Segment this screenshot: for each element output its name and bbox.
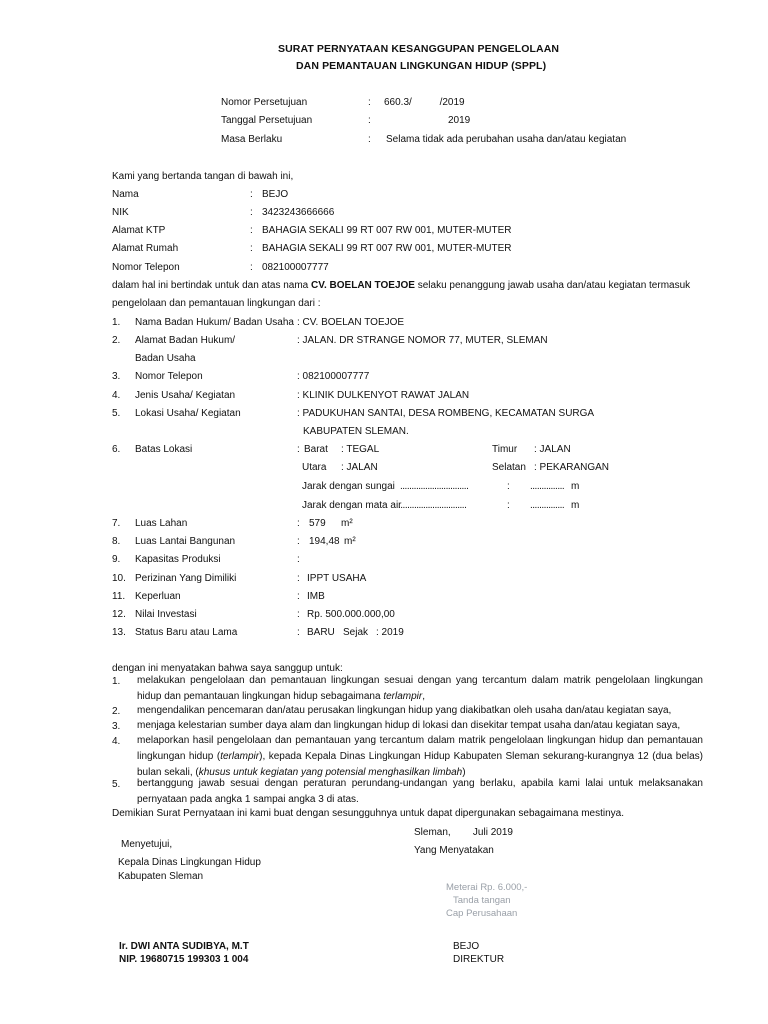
place-date: Sleman, Juli 2019 [414, 827, 513, 838]
cap-perusahaan-note: Cap Perusahaan [446, 908, 518, 919]
signer-name: BEJO [453, 941, 480, 952]
commit-3-num: 3. [112, 721, 121, 732]
official-name: Ir. DWI ANTA SUDIBYA, M.T [119, 941, 249, 952]
item-9-label: Kapasitas Produksi [135, 554, 221, 565]
commit-4-text [137, 733, 703, 781]
commit-4-italic-1: terlampir [220, 751, 260, 762]
item-10-colon: : [297, 573, 300, 584]
item-11-label: Keperluan [135, 591, 181, 602]
commit-1-text [137, 673, 703, 705]
title-line-2: DAN PEMANTAUAN LINGKUNGAN HIDUP (SPPL) [296, 60, 547, 72]
item-5-label: Lokasi Usaha/ Kegiatan [135, 408, 241, 419]
commit-2-text: mengendalikan pencemaran dan/atau perusakan lingkungan hidup yang diakibatkan oleh usaha dan/atau kegiatan saya, [137, 705, 672, 716]
item-1-value: : CV. BOELAN TOEJOE [297, 317, 405, 328]
item-13-sejak-value: : 2019 [376, 627, 404, 638]
statement-part-1: dalam hal ini bertindak untuk dan atas nama [112, 280, 309, 291]
item-3-label: Nomor Telepon [135, 371, 203, 382]
nomor-colon: : [368, 97, 371, 108]
statement-part-2: selaku penanggung jawab usaha dan/atau kegiatan termasuk [417, 280, 691, 291]
commit-1-italic: terlampir [383, 691, 423, 702]
telp-colon: : [250, 262, 253, 273]
ktp-value: BAHAGIA SEKALI 99 RT 007 RW 001, MUTER-MUTER [262, 225, 512, 236]
sungai-colon: : [507, 481, 510, 492]
telp-label: Nomor Telepon [112, 262, 180, 273]
mataair-unit: m [571, 500, 580, 511]
title-line-1: SURAT PERNYATAAN KESANGGUPAN PENGELOLAAN [278, 43, 560, 55]
item-7-colon: : [297, 518, 300, 529]
item-2-label: Alamat Badan Hukum/ [135, 335, 236, 346]
item-8-colon: : [297, 536, 300, 547]
item-1-num: 1. [112, 317, 121, 328]
item-13-num: 13. [112, 627, 126, 638]
commit-5-num: 5. [112, 779, 121, 790]
selatan-label: Selatan [492, 462, 526, 473]
masa-label: Masa Berlaku [221, 134, 283, 145]
item-8-num: 8. [112, 536, 121, 547]
item-8-value: 194,48 [309, 536, 340, 547]
item-4-num: 4. [112, 390, 121, 401]
commit-3-text: menjaga kelestarian sumber daya alam dan lingkungan hidup di lokasi dan disekitar tempat usaha dan/atau kegiatan saya, [137, 720, 681, 731]
item-6-colon: : [297, 444, 300, 455]
timur-value: : JALAN [534, 444, 571, 455]
tanda-tangan-note: Tanda tangan [453, 895, 511, 906]
nik-colon: : [250, 207, 253, 218]
kepala-dinas: Kepala Dinas Lingkungan Hidup [118, 857, 261, 868]
item-5-num: 5. [112, 408, 121, 419]
item-7-unit: m² [341, 518, 353, 529]
item-3-num: 3. [112, 371, 121, 382]
barat-value: : TEGAL [341, 444, 380, 455]
ktp-label: Alamat KTP [112, 225, 166, 236]
item-3-value: : 082100007777 [297, 371, 370, 382]
commit-4-num: 4. [112, 736, 121, 747]
item-11-value: IMB [307, 591, 325, 602]
signer-intro: Kami yang bertanda tangan di bawah ini, [112, 171, 294, 182]
item-2-value: : JALAN. DR STRANGE NOMOR 77, MUTER, SLEMAN [297, 335, 548, 346]
yang-menyatakan: Yang Menyatakan [414, 845, 494, 856]
item-1-label: Nama Badan Hukum/ Badan Usaha [135, 317, 294, 328]
rumah-colon: : [250, 243, 253, 254]
official-nip: NIP. 19680715 199303 1 004 [119, 954, 249, 965]
meterai-note: Meterai Rp. 6.000,- [446, 882, 528, 893]
sungai-leader: .............................. [400, 481, 469, 492]
nik-label: NIK [112, 207, 129, 218]
ktp-colon: : [250, 225, 253, 236]
item-10-label: Perizinan Yang Dimiliki [135, 573, 237, 584]
timur-label: Timur [492, 444, 518, 455]
sungai-label: Jarak dengan sungai [302, 481, 395, 492]
item-12-value: Rp. 500.000.000,00 [307, 609, 395, 620]
item-13-value: BARU [307, 627, 335, 638]
utara-label: Utara [302, 462, 327, 473]
item-11-colon: : [297, 591, 300, 602]
tanggal-value: 2019 [448, 115, 471, 126]
commit-1-body: melakukan pengelolaan dan pemantauan lingkungan sesuai dengan yang tercantum dalam matrik pengelolaan lingkungan hidup dan pemantauan lingkungan hidup sebagaimana [137, 675, 703, 702]
commit-2-num: 2. [112, 706, 121, 717]
rumah-label: Alamat Rumah [112, 243, 179, 254]
item-9-colon: : [297, 554, 300, 565]
item-7-label: Luas Lahan [135, 518, 188, 529]
commit-1-end: , [422, 691, 425, 702]
item-13-colon: : [297, 627, 300, 638]
closing-statement: Demikian Surat Pernyataan ini kami buat dengan sesungguhnya untuk dapat dipergunakan sebagaimana mestinya. [112, 808, 625, 819]
item-2-label-2: Badan Usaha [135, 353, 196, 364]
utara-value: : JALAN [341, 462, 378, 473]
item-8-unit: m² [344, 536, 356, 547]
commit-4-italic-2: khusus untuk kegiatan yang potensial menghasilkan limbah [198, 767, 463, 778]
telp-value: 082100007777 [262, 262, 329, 273]
item-7-num: 7. [112, 518, 121, 529]
item-10-num: 10. [112, 573, 126, 584]
commit-4-part-1: melaporkan hasil pengelolaan dan pemantauan yang tercantum dalam matrik pengelolaan lingkungan hidup dan pemantauan lingkungan hidup ( [137, 735, 703, 762]
mataair-colon: : [507, 500, 510, 511]
masa-colon: : [368, 134, 371, 145]
signer-title: DIREKTUR [453, 954, 505, 965]
item-5-value: : PADUKUHAN SANTAI, DESA ROMBENG, KECAMATAN SURGA [297, 408, 595, 419]
item-5-value-2: KABUPATEN SLEMAN. [303, 426, 409, 437]
sungai-unit: m [571, 481, 580, 492]
menyetujui: Menyetujui, [121, 839, 173, 850]
nomor-label: Nomor Persetujuan [221, 97, 308, 108]
item-13-sejak-label: Sejak [343, 627, 369, 638]
selatan-value: : PEKARANGAN [534, 462, 610, 473]
mataair-blank: ............... [530, 500, 565, 511]
item-4-value: : KLINIK DULKENYOT RAWAT JALAN [297, 390, 470, 401]
statement-company: CV. BOELAN TOEJOE [311, 280, 415, 291]
item-8-label: Luas Lantai Bangunan [135, 536, 236, 547]
tanggal-label: Tanggal Persetujuan [221, 115, 313, 126]
item-11-num: 11. [112, 591, 126, 602]
nama-label: Nama [112, 189, 139, 200]
sungai-blank: ............... [530, 481, 565, 492]
statement-line-2: pengelolaan dan pemantauan lingkungan dari : [112, 298, 321, 309]
commit-4-part-2: ), kepada Kepala Dinas Lingkungan Hidup Kabupaten Sleman sekurang-kurangnya 12 (dua belas) bulan sekali, ( [137, 751, 703, 778]
rumah-value: BAHAGIA SEKALI 99 RT 007 RW 001, MUTER-MUTER [262, 243, 512, 254]
item-6-num: 6. [112, 444, 121, 455]
commit-intro: dengan ini menyatakan bahwa saya sanggup untuk: [112, 663, 343, 674]
masa-value: Selama tidak ada perubahan usaha dan/atau kegiatan [386, 134, 627, 145]
nama-value: BEJO [262, 189, 289, 200]
tanggal-colon: : [368, 115, 371, 126]
commit-1-num: 1. [112, 676, 121, 687]
item-10-value: IPPT USAHA [307, 573, 367, 584]
kabupaten-sleman: Kabupaten Sleman [118, 871, 204, 882]
commit-4-part-3: ) [462, 767, 466, 778]
item-12-label: Nilai Investasi [135, 609, 197, 620]
item-9-num: 9. [112, 554, 121, 565]
item-12-num: 12. [112, 609, 126, 620]
barat-label: Barat [304, 444, 328, 455]
item-4-label: Jenis Usaha/ Kegiatan [135, 390, 236, 401]
item-2-num: 2. [112, 335, 121, 346]
item-12-colon: : [297, 609, 300, 620]
item-6-label: Batas Lokasi [135, 444, 193, 455]
nik-value: 3423243666666 [262, 207, 335, 218]
item-13-label: Status Baru atau Lama [135, 627, 238, 638]
mataair-label: Jarak dengan mata air [302, 500, 402, 511]
statement-line-1 [112, 280, 703, 292]
item-7-value: 579 [309, 518, 326, 529]
nama-colon: : [250, 189, 253, 200]
nomor-value: 660.3/ /2019 [384, 97, 465, 108]
commit-5-text: bertanggung jawab sesuai dengan peraturan perundang-undangan yang berlaku, apabila kami lalai untuk melaksanakan pernyataan pada angka 1 sampai angka 3 di atas. [137, 778, 703, 805]
mataair-leader: .............................. [398, 500, 467, 511]
